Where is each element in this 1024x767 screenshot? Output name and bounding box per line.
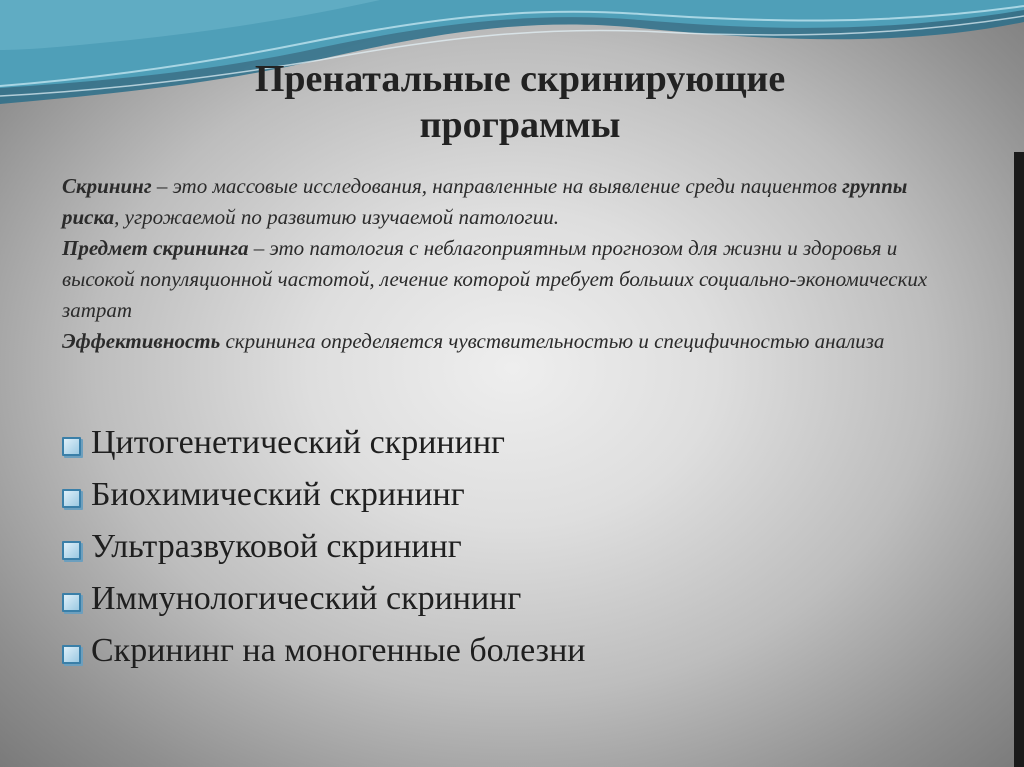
checkbox-bullet-icon [62,593,81,612]
list-item-label: Ультразвуковой скрининг [91,528,462,565]
checkbox-bullet-icon [62,489,81,508]
checkbox-bullet-icon [62,645,81,664]
term-screening-subject: Предмет скрининга [62,236,249,260]
right-edge-bar [1014,152,1024,767]
list-item [62,469,962,521]
list-item-label: Скрининг на моногенные болезни [91,632,586,669]
slide-title-line-1: Пренатальные скринирующие [254,58,786,100]
list-item-label: Иммунологический скрининг [91,580,522,617]
term-risk-group: группы риска [62,174,908,229]
definition-screening-text-b: , угрожаемой по развитию изучаемой патологии. [114,205,559,229]
list-item [62,573,962,625]
definition-screening-subject-text: – это патология с неблагоприятным прогнозом для жизни и здоровья и высокой популяционной частотой, лечение которой требует больших социально-экономических затрат [62,236,928,322]
term-screening: Скрининг [62,174,152,198]
list-item-label: Цитогенетический скрининг [91,424,505,461]
list-item [62,521,962,573]
list-item-label: Биохимический скрининг [91,476,465,513]
definitions-paragraph [62,171,962,357]
definition-screening-text-a: – это массовые исследования, направленные на выявление среди пациентов [151,174,843,198]
screening-types-list [62,417,962,677]
checkbox-bullet-icon [62,437,81,456]
slide-title-line-2: программы [419,104,621,146]
list-item [62,625,962,677]
checkbox-bullet-icon [62,541,81,560]
definition-effectiveness-text: скрининга определяется чувствительностью и специфичностью анализа [220,329,885,353]
list-item [62,417,962,469]
slide-title [150,56,890,148]
term-effectiveness: Эффективность [62,329,221,353]
